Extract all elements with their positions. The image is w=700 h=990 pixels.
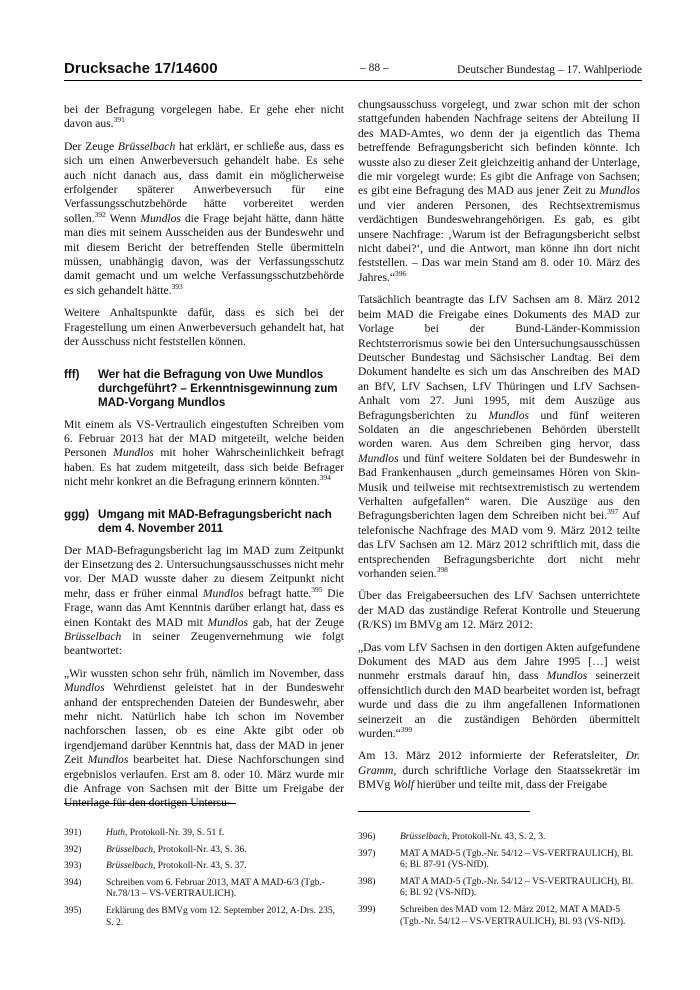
paragraph: Mit einem als VS-Vertraulich eingestuften Schreiben vom 6. Februar 2013 hat der MAD mitgeteilt, welche beiden Personen Mundlos mit hoher Wahrscheinlichkeit befragt haben. Es hat zudem mitgeteilt, dass sich beide Befrager nicht mehr konkret an die Befragung erinnern könnten.$^{394}$	[64, 417, 344, 489]
section-heading: fff) Wer hat die Befragung von Uwe Mundlos durchgeführt? – Erkenntnisgewinnung zum MAD-Vorgang Mundlos	[64, 367, 338, 409]
footnote: 398) MAT A MAD-5 (Tgb.-Nr. 54/12 – VS-VERTRAULICH), Bl. 6; Bl. 92 (VS-NfD).	[358, 876, 634, 899]
paragraph: Weitere Anhaltspunkte dafür, dass es sich bei der Fragestellung um einen Anwerbeversuch gehandelt hat, hat der Ausschuss nicht feststellen können.	[64, 306, 344, 349]
paragraph: Tatsächlich beantragte das LfV Sachsen am 8. März 2012 beim MAD die Freigabe eines Dokuments des MAD zur Vorlage bei der Bund-Länder-Kommission Rechtsterrorismus sowie bei den Untersuchungsausschüssen Deutscher Bundestag und Sächsischer Landtag. Bei dem Dokument handelte es sich um das Anschreiben des MAD an BfV, LfV Sachsen, LfV Thüringen und LfV Sachsen-Anhalt vom 27. Juni 1995, mit dem Auszüge aus Befragungsberichten zu Mundlos und fünf weiteren Soldaten an die angeschriebenen Behörden überstellt worden waren. Aus dem Schreiben ging hervor, dass Mundlos und fünf weitere Soldaten bei der Bundeswehr in Bad Frankenhausen „durch gemeinsames Hören von Skin-Musik und teilweise mit rechtsextremistisch zu wertendem Verhalten aufgefallen“ waren. Die Auszüge aus den Befragungsberichten lagen dem Schreiben nicht bei.$^{397}$ Auf telefonische Nachfrage des MAD vom 9. März 2012 teilte das LfV Sachsen am 12. März 2012 schriftlich mit, dass die entsprechenden Befragungsberichte dort nicht mehr vorhanden seien.$^{398}$	[358, 293, 640, 580]
document-id	[64, 60, 218, 77]
paragraph: Der Zeuge Brüsselbach hat erklärt, er schließe aus, dass es sich um einen Anwerbeversuch gehandelt habe. Es sehe auch nicht danach aus, dass damit ein möglicherweise erfolgender späterer Anwerbeversuch für eine Verfassungsschutzbehörde hätte vorbereitet werden sollen.$^{392}$ Wenn Mundlos die Frage bejaht hätte, dann hätte man dies mit seinem Ausscheiden aus der Bundeswehr und mit diesem Bericht der betreffenden Stelle übermitteln müssen, unabhängig davon, was der Verfassungsschutz damit gemacht und um welche Verfassungsschutzbehörde es sich gehandelt hätte.$^{393}$	[64, 139, 345, 297]
footnote: 395) Erklärung des BMVg vom 12. September 2012, A-Drs. 235, S. 2.	[64, 905, 336, 928]
doc-label: Drucksache 17/	[64, 60, 176, 77]
paragraph: bei der Befragung vorgelegen habe. Er gehe eher nicht davon aus.$^{391}$	[64, 103, 344, 131]
footnote-ref: 391	[113, 115, 125, 125]
footnote: 397) MAT A MAD-5 (Tgb.-Nr. 54/12 – VS-VERTRAULICH), Bl. 6; Bl. 87-91 (VS-NfD).	[358, 848, 634, 871]
left-column	[64, 103, 344, 811]
footnotes-right	[358, 832, 640, 933]
footnote-ref: 397	[607, 507, 619, 517]
right-column	[358, 98, 640, 793]
footnote-ref: 392	[94, 209, 106, 219]
section-heading: ggg) Umgang mit MAD-Befragungsbericht nach dem 4. November 2011	[64, 507, 332, 535]
footnote-rule	[358, 811, 530, 812]
page-number: – 88 –	[360, 62, 389, 74]
paragraph: Am 13. März 2012 informierte der Referatsleiter, Dr. Gramm, durch schriftliche Vorlage den Staatssekretär im BMVg Wolf hierüber und teilte mit, dass der Freigabe	[358, 749, 640, 792]
publisher: Deutscher Bundestag – 17. Wahlperiode	[456, 64, 642, 76]
footnote-ref: 399	[400, 725, 413, 735]
footnote-rule	[64, 803, 236, 804]
header-rule	[64, 80, 642, 81]
footnote: 393) Brüsselbach, Protokoll-Nr. 43, S. 37.	[64, 861, 247, 872]
footnote: 391) Huth, Protokoll-Nr. 39, S. 51 f.	[64, 828, 225, 838]
footnote: 396) Brüsselbach, Protokoll-Nr. 43, S. 2, 3.	[358, 832, 546, 842]
footnote: 392) Brüsselbach, Protokoll-Nr. 43, S. 36.	[64, 844, 247, 855]
footnote-ref: 394	[319, 473, 331, 483]
footnote-ref: 393	[171, 282, 183, 292]
footnote: 394) Schreiben vom 6. Februar 2013, MAT A MAD-6/3 (Tgb.-Nr.78/13 – VS-VERTRAULICH).	[64, 877, 326, 900]
footnote-ref: 398	[436, 565, 448, 575]
footnotes-left	[64, 828, 344, 934]
block-quote: „Das vom LfV Sachsen in den dortigen Akten aufgefundene Dokument des MAD aus dem Jahre 1995 […] weist nunmehr erstmals darauf hin, dass Mundlos seinerzeit offensichtlich durch den MAD bearbeitet worden ist, befragt wurde und dass die zu ihm angefallenen Informationen seinerzeit an die zuständigen Behörden übermittelt wurden.“$^{399}$	[358, 640, 640, 741]
block-quote: chungsausschuss vorgelegt, und zwar schon mit der schon stattgefunden habenden Nachfrage seitens der Abteilung II des MAD-Amtes, wo denn der ja eigentlich das Thema betreffende Befragungsbericht sich befinden könnte. Ich wusste also zu dieser Zeit gleichzeitig anhand der Unterlage, die mir vorgelegt wurde: Es gibt die Anfrage von Sachsen; es gibt eine Befragung des MAD aus jener Zeit zu Mundlos und vier anderen Personen, des Rechtsextremismus verdächtigen Bundeswehrangehörigen. Es gab, es gibt unsere Nachfrage: ‚Warum ist der Befragungsbericht selbst nicht dabei?‘, und die Antwort, man könne ihn dort nicht feststellen. – Das war mein Stand am 8. oder 10. März des Jahres.“$^{396}$	[358, 98, 640, 284]
footnote-ref: 395	[311, 584, 323, 594]
page-header	[64, 60, 642, 78]
footnote-ref: 396	[395, 269, 407, 279]
doc-number: 14600	[175, 60, 218, 77]
block-quote: „Wir wussten schon sehr früh, nämlich im November, dass Mundlos Wehrdienst geleistet hat in der Bundeswehr anhand der entsprechenden Dateien der Bundeswehr, aber mehr nicht. Natürlich habe ich schon im November nachforschen lassen, ob es eine Akte gibt oder ob irgendjemand darüber Kenntnis hat, dass der MAD in jener Zeit Mundlos bearbeitet hat. Diese Nachforschungen sind ergebnislos verlaufen. Erst am 8. oder 10. März wurde mir die Anfrage von Sachsen mit der Bitte um Freigabe der Unterlage für den dortigen Untersu-	[64, 666, 345, 810]
paragraph: Der MAD-Befragungsbericht lag im MAD zum Zeitpunkt der Einsetzung des 2. Untersuchungsausschusses nicht mehr vor. Der MAD wusste daher zu diesem Zeitpunkt nicht mehr, dass er früher einmal Mundlos befragt hatte.$^{395}$ Die Frage, wann das Amt Kenntnis darüber erlangt hat, dass es einen Kontakt des MAD mit Mundlos gab, hat der Zeuge Brüsselbach in seiner Zeugenvernehmung wie folgt beantwortet:	[64, 543, 344, 658]
footnote: 399) Schreiben des MAD vom 12. März 2012, MAT A MAD-5 (Tgb.-Nr. 54/12 – VS-VERTRAULICH), Bl. 93 (VS-NfD).	[358, 904, 626, 927]
paragraph: Über das Freigabeersuchen des LfV Sachsen unterrichtete der MAD das zuständige Referat Kontrolle und Steuerung (R/KS) im BMVg am 12. März 2012:	[358, 589, 640, 632]
